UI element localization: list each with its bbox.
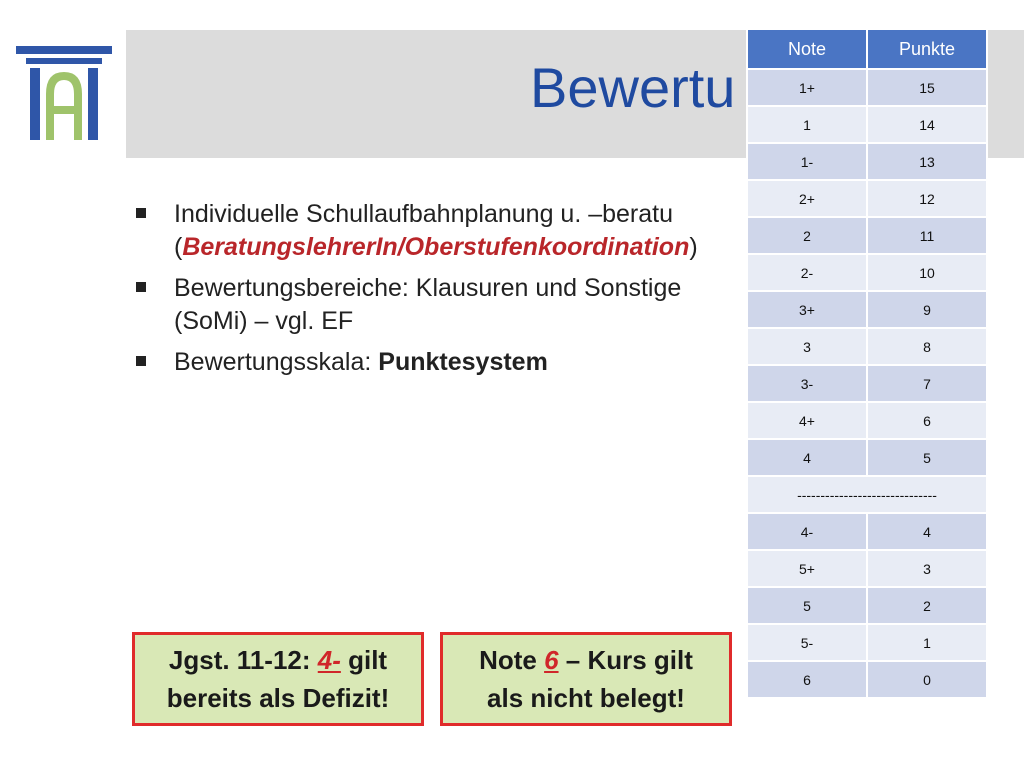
note-cell: 1+ (747, 69, 867, 106)
bullet-text-line2: (SoMi) – vgl. EF (174, 307, 354, 335)
punkte-cell: 5 (867, 439, 987, 476)
bullet-text: Bewertungsskala: Punktesystem (174, 348, 548, 376)
square-bullet-icon (136, 282, 146, 292)
highlight-text: BeratungslehrerIn/Oberstufenkoordination (182, 233, 690, 261)
punkte-cell: 11 (867, 217, 987, 254)
punkte-cell: 12 (867, 180, 987, 217)
table-row (747, 365, 987, 402)
note-cell: 1 (747, 106, 867, 143)
punkte-cell: 1 (867, 624, 987, 661)
callout-highlight: 6 (544, 645, 559, 675)
table-row (747, 550, 987, 587)
bullet-text-line2: (BeratungslehrerIn/Oberstufenkoordination) (174, 233, 698, 261)
note-cell: 3 (747, 328, 867, 365)
callout-nicht-belegt (440, 632, 732, 726)
punkte-cell: 6 (867, 402, 987, 439)
table-row (747, 439, 987, 476)
bullet-item (134, 346, 754, 379)
punkte-cell: 7 (867, 365, 987, 402)
punkte-cell: 13 (867, 143, 987, 180)
header-punkte: Punkte (867, 29, 987, 69)
separator-cell: ------------------------------ (747, 476, 987, 513)
grade-table (746, 28, 988, 699)
note-cell: 5+ (747, 550, 867, 587)
table-row (747, 180, 987, 217)
note-cell: 4 (747, 439, 867, 476)
grade-table-body (747, 69, 987, 698)
table-header-row (747, 29, 987, 69)
header-note: Note (747, 29, 867, 69)
punkte-cell: 9 (867, 291, 987, 328)
note-cell: 5- (747, 624, 867, 661)
note-cell: 4+ (747, 402, 867, 439)
table-row (747, 69, 987, 106)
bullet-text: Bewertungsbereiche: Klausuren und Sonstige (174, 274, 682, 302)
table-row (747, 143, 987, 180)
punkte-cell: 10 (867, 254, 987, 291)
arch-logo-icon (16, 44, 112, 144)
bullet-item (134, 272, 754, 338)
table-row (747, 587, 987, 624)
callout-line2: bereits als Defizit! (166, 683, 390, 713)
bold-text: Punktesystem (378, 348, 548, 376)
callout-line1: Jgst. 11-12: 4- gilt (168, 645, 388, 675)
bullet-list (134, 198, 754, 387)
table-separator-row (747, 476, 987, 513)
table-row (747, 513, 987, 550)
punkte-cell: 14 (867, 106, 987, 143)
punkte-cell: 15 (867, 69, 987, 106)
punkte-cell: 0 (867, 661, 987, 698)
punkte-cell: 2 (867, 587, 987, 624)
square-bullet-icon (136, 356, 146, 366)
note-cell: 6 (747, 661, 867, 698)
note-cell: 5 (747, 587, 867, 624)
note-cell: 2+ (747, 180, 867, 217)
table-row (747, 106, 987, 143)
callout-defizit (132, 632, 424, 726)
note-cell: 3- (747, 365, 867, 402)
punkte-cell: 4 (867, 513, 987, 550)
note-cell: 1- (747, 143, 867, 180)
table-row (747, 661, 987, 698)
note-cell: 4- (747, 513, 867, 550)
table-row (747, 328, 987, 365)
note-cell: 2 (747, 217, 867, 254)
bullet-item (134, 198, 754, 264)
table-row (747, 217, 987, 254)
note-cell: 2- (747, 254, 867, 291)
callout-highlight: 4- (317, 645, 341, 675)
table-row (747, 291, 987, 328)
callout-line2: als nicht belegt! (487, 683, 685, 713)
table-row (747, 402, 987, 439)
callout-line1: Note 6 – Kurs gilt (479, 645, 693, 675)
punkte-cell: 8 (867, 328, 987, 365)
table-row (747, 254, 987, 291)
note-cell: 3+ (747, 291, 867, 328)
table-row (747, 624, 987, 661)
bullet-text: Individuelle Schullaufbahnplanung u. –beratu (174, 200, 673, 228)
square-bullet-icon (136, 208, 146, 218)
slide-title: Bewertu (530, 56, 736, 119)
punkte-cell: 3 (867, 550, 987, 587)
